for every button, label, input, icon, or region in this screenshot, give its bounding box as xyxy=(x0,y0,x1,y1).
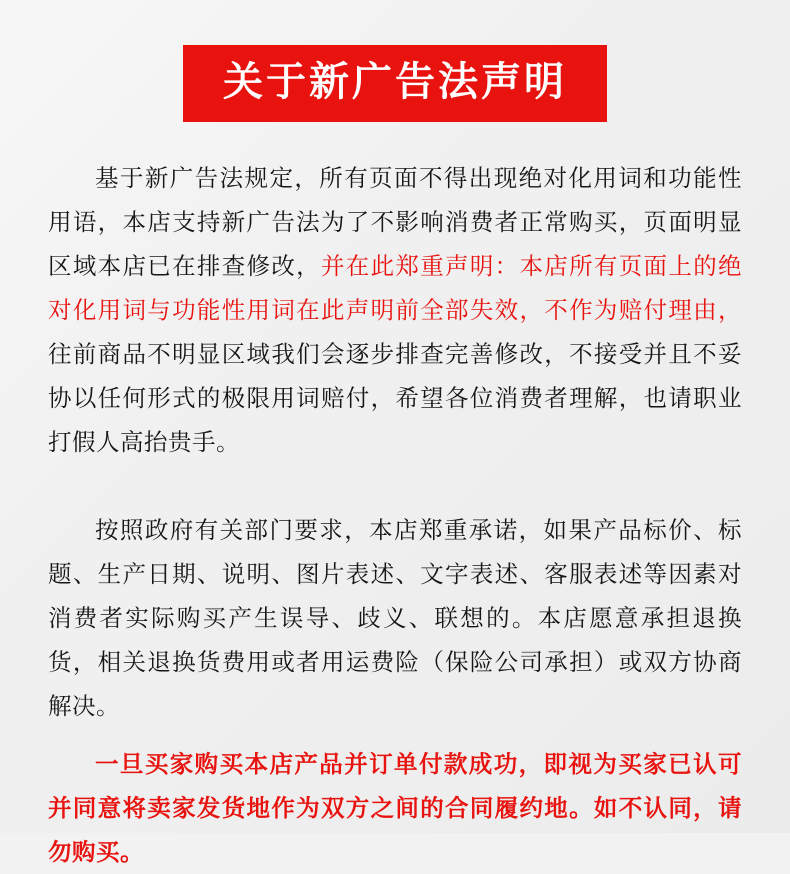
paragraph-1-segment-3: 往前商品不明显区域我们会逐步排查完善修改，不接受并且不妥协以任何形式的极限用词赔付，希望各位消费者理解，也请职业打假人高抬贵手。 xyxy=(48,340,742,456)
statement-paragraph-1 xyxy=(48,156,742,464)
page-title: 关于新广告法声明 xyxy=(183,45,607,122)
paragraph-1-segment-2-highlight: 并在此郑重声明：本店所有页面上的绝对化用词与功能性用词在此声明前全部失效，不作为赔付理由， xyxy=(48,252,743,324)
title-banner-wrap xyxy=(48,0,742,122)
paragraph-2-segment-1: 按照政府有关部门要求，本店郑重承诺，如果产品标价、标题、生产日期、说明、图片表述、文字表述、客服表述等因素对消费者实际购买产生误导、歧义、联想的。本店愿意承担退换货，相关退换货费用或者用运费险（保险公司承担）或双方协商解决。 xyxy=(48,516,742,720)
paragraph-1-segment-1: 基于新广告法规定，所有页面不得出现绝对化用词和功能性用语，本店支持新广告法为了不影响消费者正常购买，页面明显区域本店已在排查修改， xyxy=(48,164,742,280)
statement-paragraph-2 xyxy=(48,508,742,728)
statement-paragraph-3 xyxy=(48,742,742,874)
paragraph-3-segment-1-highlight: 一旦买家购买本店产品并订单付款成功，即视为买家已认可并同意将卖家发货地作为双方之间的合同履约地。如不认同，请勿购买。 xyxy=(48,750,742,866)
paragraph-spacer xyxy=(48,728,742,742)
statement-body xyxy=(48,156,742,874)
